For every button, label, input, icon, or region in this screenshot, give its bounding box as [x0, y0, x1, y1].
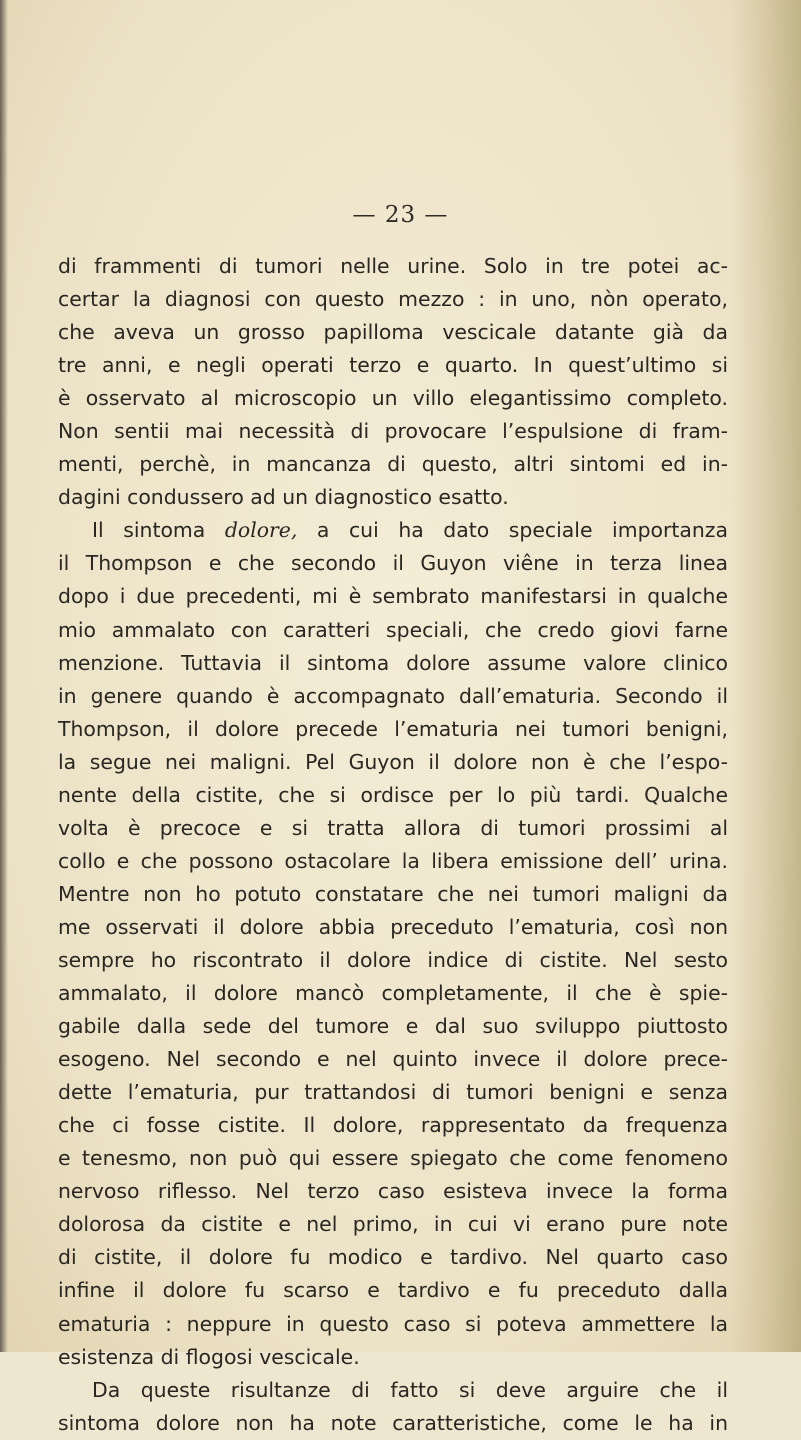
- text-line: Thompson, il dolore precede l’ematuria nei tumori benigni,: [58, 716, 728, 741]
- text-line: Non sentii mai necessità di provocare l’espulsione di fram-: [58, 419, 728, 444]
- text-line: certar la diagnosi con questo mezzo : in uno, nòn operato,: [58, 287, 728, 312]
- text-line: collo e che possono ostacolare la libera emissione dell’ urina.: [58, 848, 728, 873]
- text-line: sempre ho riscontrato il dolore indice di cistite. Nel sesto: [58, 947, 728, 972]
- paragraph-first-line: [58, 514, 728, 547]
- text-line: tre anni, e negli operati terzo e quarto. In quest’ultimo si: [58, 353, 728, 378]
- text-line: il Thompson e che secondo il Guyon viêne in terza linea: [58, 551, 728, 576]
- text-line: nervoso riflesso. Nel terzo caso esisteva invece la forma: [58, 1179, 728, 1204]
- text-line: Mentre non ho potuto constatare che nei tumori maligni da: [58, 881, 728, 906]
- text-line: ematuria : neppure in questo caso si poteva ammettere la: [58, 1311, 728, 1336]
- text-line: gabile dalla sede del tumore e dal suo sviluppo piuttosto: [58, 1014, 728, 1039]
- italic-term: dolore,: [224, 518, 298, 543]
- page-number: — 23 —: [352, 202, 449, 228]
- text-line: Da queste risultanze di fatto si deve arguire che il: [92, 1377, 728, 1402]
- text-line: mio ammalato con caratteri speciali, che credo giovi farne: [58, 617, 728, 642]
- text-line: sintoma dolore non ha note caratteristiche, come le ha in: [58, 1410, 728, 1435]
- text-segment: a cui ha dato speciale importanza: [297, 518, 728, 543]
- text-line: menti, perchè, in mancanza di questo, altri sintomi ed in-: [58, 452, 728, 477]
- text-line: dopo i due precedenti, mi è sembrato manifestarsi in qualche: [58, 584, 728, 609]
- text-line: di cistite, il dolore fu modico e tardivo. Nel quarto caso: [58, 1245, 728, 1270]
- text-line: di frammenti di tumori nelle urine. Solo in tre potei ac-: [58, 254, 728, 278]
- text-line: è osservato al microscopio un villo elegantissimo completo.: [58, 386, 728, 411]
- body-text: [58, 250, 728, 1440]
- text-line: ammalato, il dolore mancò completamente, il che è spie-: [58, 981, 728, 1006]
- text-line: dolorosa da cistite e nel primo, in cui vi erano pure note: [58, 1212, 728, 1237]
- text-line: dette l’ematuria, pur trattandosi di tumori benigni e senza: [58, 1080, 728, 1105]
- text-line: esistenza di flogosi vescicale.: [58, 1344, 360, 1369]
- text-line: menzione. Tuttavia il sintoma dolore assume valore clinico: [58, 650, 728, 675]
- text-line: in genere quando è accompagnato dall’ematuria. Secondo il: [58, 683, 728, 708]
- text-line: me osservati il dolore abbia preceduto l’ematuria, così non: [58, 914, 728, 939]
- text-segment: Il sintoma: [92, 518, 225, 543]
- text-line: infine il dolore fu scarso e tardivo e fu preceduto dalla: [58, 1278, 728, 1303]
- text-line: volta è precoce e si tratta allora di tumori prossimi al: [58, 815, 728, 840]
- text-line: la segue nei maligni. Pel Guyon il dolore non è che l’espo-: [58, 749, 728, 774]
- text-line: esogeno. Nel secondo e nel quinto invece il dolore prece-: [58, 1047, 728, 1072]
- text-line: che ci fosse cistite. Il dolore, rappresentato da frequenza: [58, 1113, 728, 1138]
- text-line: dagini condussero ad un diagnostico esatto.: [58, 485, 509, 510]
- text-line: che aveva un grosso papilloma vescicale datante già da: [58, 320, 728, 345]
- text-line: nente della cistite, che si ordisce per lo più tardi. Qualche: [58, 782, 728, 807]
- text-line: e tenesmo, non può qui essere spiegato che come fenomeno: [58, 1146, 728, 1171]
